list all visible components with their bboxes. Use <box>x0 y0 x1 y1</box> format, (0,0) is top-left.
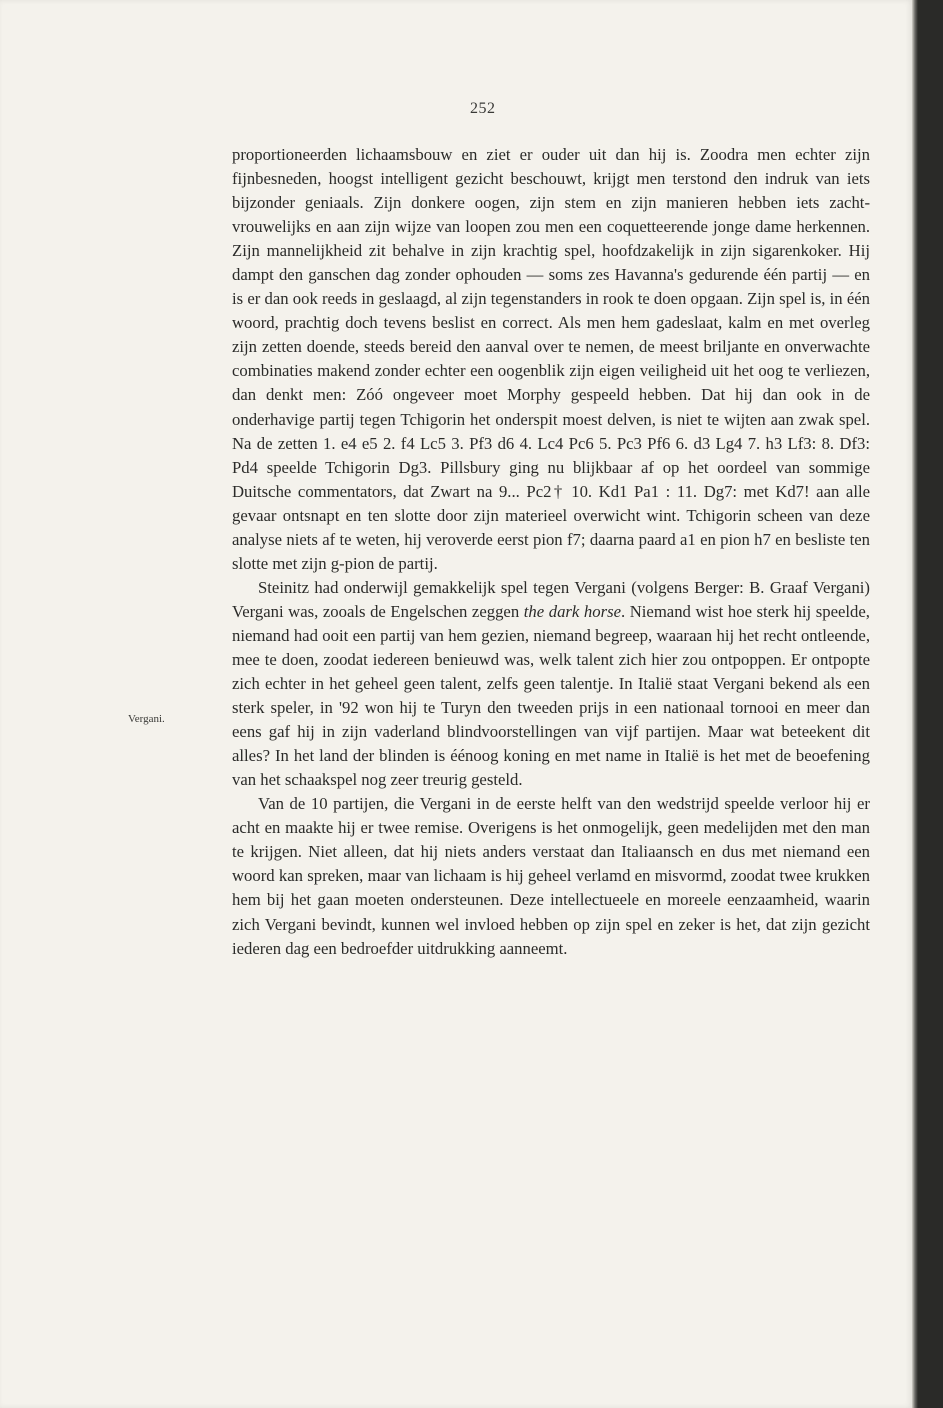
page-number: 252 <box>470 100 496 117</box>
paragraph-1: proportioneerden lichaamsbouw en ziet er ouder uit dan hij is. Zoodra men echter zijn fijnbesneden, hoogst intelligent gezicht beschouwt, krijgt men terstond den indruk van iets bijzonder geniaals. Zijn donkere oogen, zijn stem en zijn manieren hebben iets zacht-vrouwelijks en aan zijn wijze van loopen zou men een coquetteerende jonge dame herkennen. Zijn mannelijkheid zit behalve in zijn krachtig spel, hoofdzakelijk in zijn sigarenkoker. Hij dampt den ganschen dag zonder ophouden — soms zes Havanna's gedurende één partij — en is er dan ook reeds in geslaagd, al zijn tegenstanders in rook te doen opgaan. Zijn spel is, in één woord, prachtig doch tevens beslist en correct. Als men hem gadeslaat, kalm en met overleg zijn zetten doende, steeds bereid den aanval over te nemen, de meest briljante en onverwachte combinaties makend zonder echter een oogenblik zijn eigen veiligheid uit het oog te verliezen, dan denkt men: Zóó ongeveer moet Morphy gespeeld hebben. Dat hij dan ook in de onderhavige partij tegen Tchigorin het onderspit moest delven, is niet te wijten aan zwak spel. Na de zetten 1. e4 e5 2. f4 Lc5 3. Pf3 d6 4. Lc4 Pc6 5. Pc3 Pf6 6. d3 Lg4 7. h3 Lf3: 8. Df3: Pd4 speelde Tchigorin Dg3. Pillsbury ging nu blijkbaar af op het oordeel van sommige Duitsche commentators, dat Zwart na 9... Pc2† 10. Kd1 Pa1 : 11. Dg7: met Kd7! aan alle gevaar ontsnapt en ten slotte door zijn materieel overwicht wint. Tchigorin scheen van deze analyse niets af te weten, hij veroverde eerst pion f7; daarna paard a1 en pion h7 en besliste ten slotte met zijn g-pion de partij. <box>232 145 870 573</box>
margin-note-vergani: Vergani. <box>128 713 165 725</box>
paragraph-2-text-before: Steinitz had onderwijl gemakkelijk spel tegen Vergani (volgens Berger: B. Graaf Vergani) Vergani was, zooals de Engelschen zeggen <box>232 577 870 621</box>
book-page-edge <box>912 0 943 1408</box>
paragraph-3: Van de 10 partijen, die Vergani in de eerste helft van den wedstrijd speelde verloor hij er acht en maakte hij er twee remise. Overigens is het onmogelijk, geen medelijden met den man te krijgen. Niet alleen, dat hij niets anders verstaat dan Italiaansch en dus met niemand een woord kan spreken, maar van lichaam is hij geheel verlamd en misvormd, zoodat twee krukken hem bij het gaan moeten ondersteunen. Deze intellectueele en moreele eenzaamheid, waarin zich Vergani bevindt, kunnen wel invloed hebben op zijn spel en zeker is het, dat zijn gezicht iederen dag een bedroefder uitdrukking aanneemt. <box>232 794 870 958</box>
paragraph-2-text-after: . Niemand wist hoe sterk hij speelde, niemand had ooit een partij van hem gezien, niemand begreep, waaraan hij het recht ontleende, mee te doen, zoodat iedereen benieuwd was, welk talent zich hier zou ontpoppen. Er ontpopte zich echter in het geheel geen talent, zelfs geen talentje. In Italië staat Vergani bekend als een sterk speler, in '92 won hij te Turyn den tweeden prijs in een nationaal tornooi en meer dan eens gaf hij in zijn vaderland blindvoorstellingen van vijf partijen. Maar wat beteekent dit alles? In het land der blinden is éénoog koning en met name in Italië is het met de beoefening van het schaakspel nog zeer treurig gesteld. <box>232 601 870 790</box>
paragraph-2 <box>232 576 870 792</box>
body-text <box>232 143 870 961</box>
paragraph-2-italic-phrase: the dark horse <box>523 601 621 621</box>
